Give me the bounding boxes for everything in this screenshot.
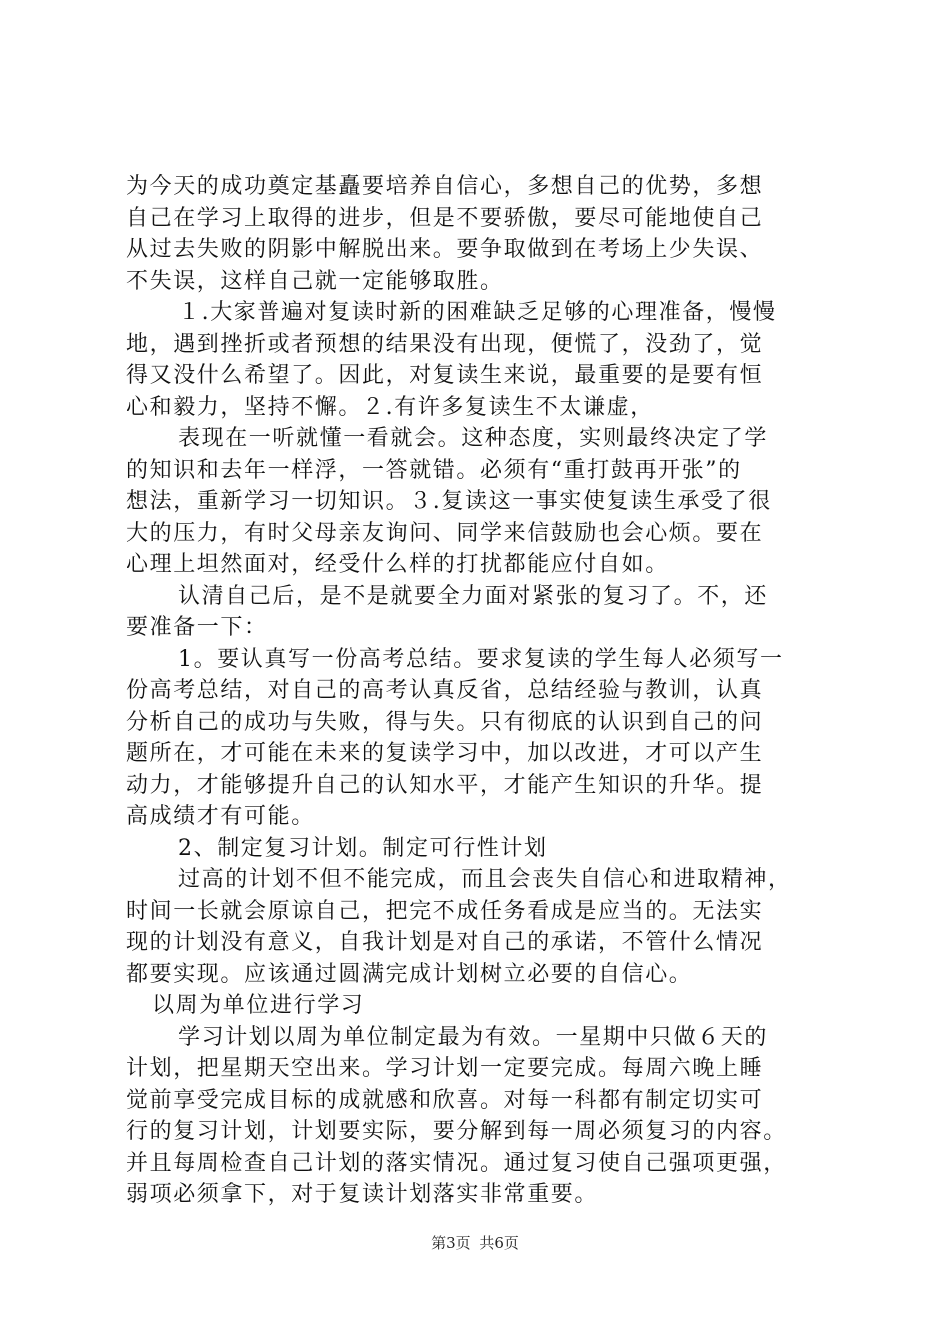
text-line: 学习计划以周为单位制定最为有效。一星期中只做６天的 — [178, 1024, 769, 1050]
text-line: 高成绩才有可能。 — [126, 804, 315, 829]
text-line: 1。要认真写一份高考总结。要求复读的学生每人必须写一 — [178, 646, 784, 672]
text-line: 地，遇到挫折或者预想的结果没有出现，便慌了，没劲了，觉 — [126, 331, 764, 357]
text-line: 行的复习计划，计划要实际，要分解到每一周必须复习的内容。 — [126, 1119, 787, 1144]
text-line: 得又没什么希望了。因此，对复读生来说，最重要的是要有恒 — [126, 363, 764, 388]
text-line: 现的计划没有意义，自我计划是对自己的承诺，不管什么情况 — [126, 930, 764, 955]
text-line: 计划，把星期天空出来。学习计划一定要完成。每周六晚上睡 — [126, 1056, 764, 1081]
text-line: １.大家普遍对复读时新的困难缺乏足够的心理准备，慢慢 — [178, 300, 777, 325]
text-line: 份高考总结，对自己的高考认真反省，总结经验与教训，认真 — [126, 678, 764, 703]
text-line: 并且每周检查自己计划的落实情况。通过复习使自己强项更强， — [126, 1150, 787, 1176]
text-line: 分析自己的成功与失败，得与失。只有彻底的认识到自己的问 — [126, 709, 764, 735]
text-line: 动力，才能够提升自己的认知水平，才能产生知识的升华。提 — [126, 772, 764, 798]
text-line: 大的压力，有时父母亲友询问、同学来信鼓励也会心烦。要在 — [126, 520, 764, 546]
page-total: 共6页 — [479, 1234, 519, 1252]
text-line: 过高的计划不但不能完成，而且会丧失自信心和进取精神， — [178, 867, 792, 892]
text-line: 要准备一下： — [126, 615, 268, 640]
text-line: 为今天的成功奠定基矗要培养自信心，多想自己的优势，多想 — [126, 174, 764, 199]
text-line: 认清自己后，是不是就要全力面对紧张的复习了。不，还 — [178, 583, 769, 609]
text-line: 时间一长就会原谅自己，把完不成任务看成是应当的。无法实 — [126, 898, 764, 924]
section-heading: 以周为单位进行学习 — [152, 993, 365, 1018]
text-line: 表现在一听就懂一看就会。这种态度，实则最终决定了学 — [178, 426, 769, 451]
text-line: 从过去失败的阴影中解脱出来。要争取做到在考场上少失误、 — [126, 237, 764, 262]
text-line: 弱项必须拿下，对于复读计划落实非常重要。 — [126, 1182, 599, 1207]
text-line: 自己在学习上取得的进步，但是不要骄傲，要尽可能地使自己 — [126, 205, 764, 231]
page-footer — [0, 1232, 950, 1253]
text-line: 都要实现。应该通过圆满完成计划树立必要的自信心。 — [126, 961, 693, 987]
text-line: 觉前享受完成目标的成就感和欣喜。对每一科都有制定切实可 — [126, 1087, 764, 1113]
text-line: 心和毅力，坚持不懈。２.有许多复读生不太谦虚， — [126, 394, 654, 420]
text-line: 心理上坦然面对，经受什么样的打扰都能应付自如。 — [126, 552, 669, 577]
text-line: 的知识和去年一样浮，一答就错。必须有“重打鼓再开张”的 — [126, 457, 742, 483]
text-line: 不失误，这样自己就一定能够取胜。 — [126, 268, 504, 294]
page-number: 第3页 — [431, 1234, 471, 1252]
document-body — [126, 171, 832, 1211]
section-heading: 2、制定复习计划。制定可行性计划 — [178, 835, 548, 861]
text-line: 想法，重新学习一切知识。３.复读这一事实使复读生承受了很 — [126, 489, 772, 514]
text-line: 题所在，才可能在未来的复读学习中，加以改进，才可以产生 — [126, 741, 764, 766]
